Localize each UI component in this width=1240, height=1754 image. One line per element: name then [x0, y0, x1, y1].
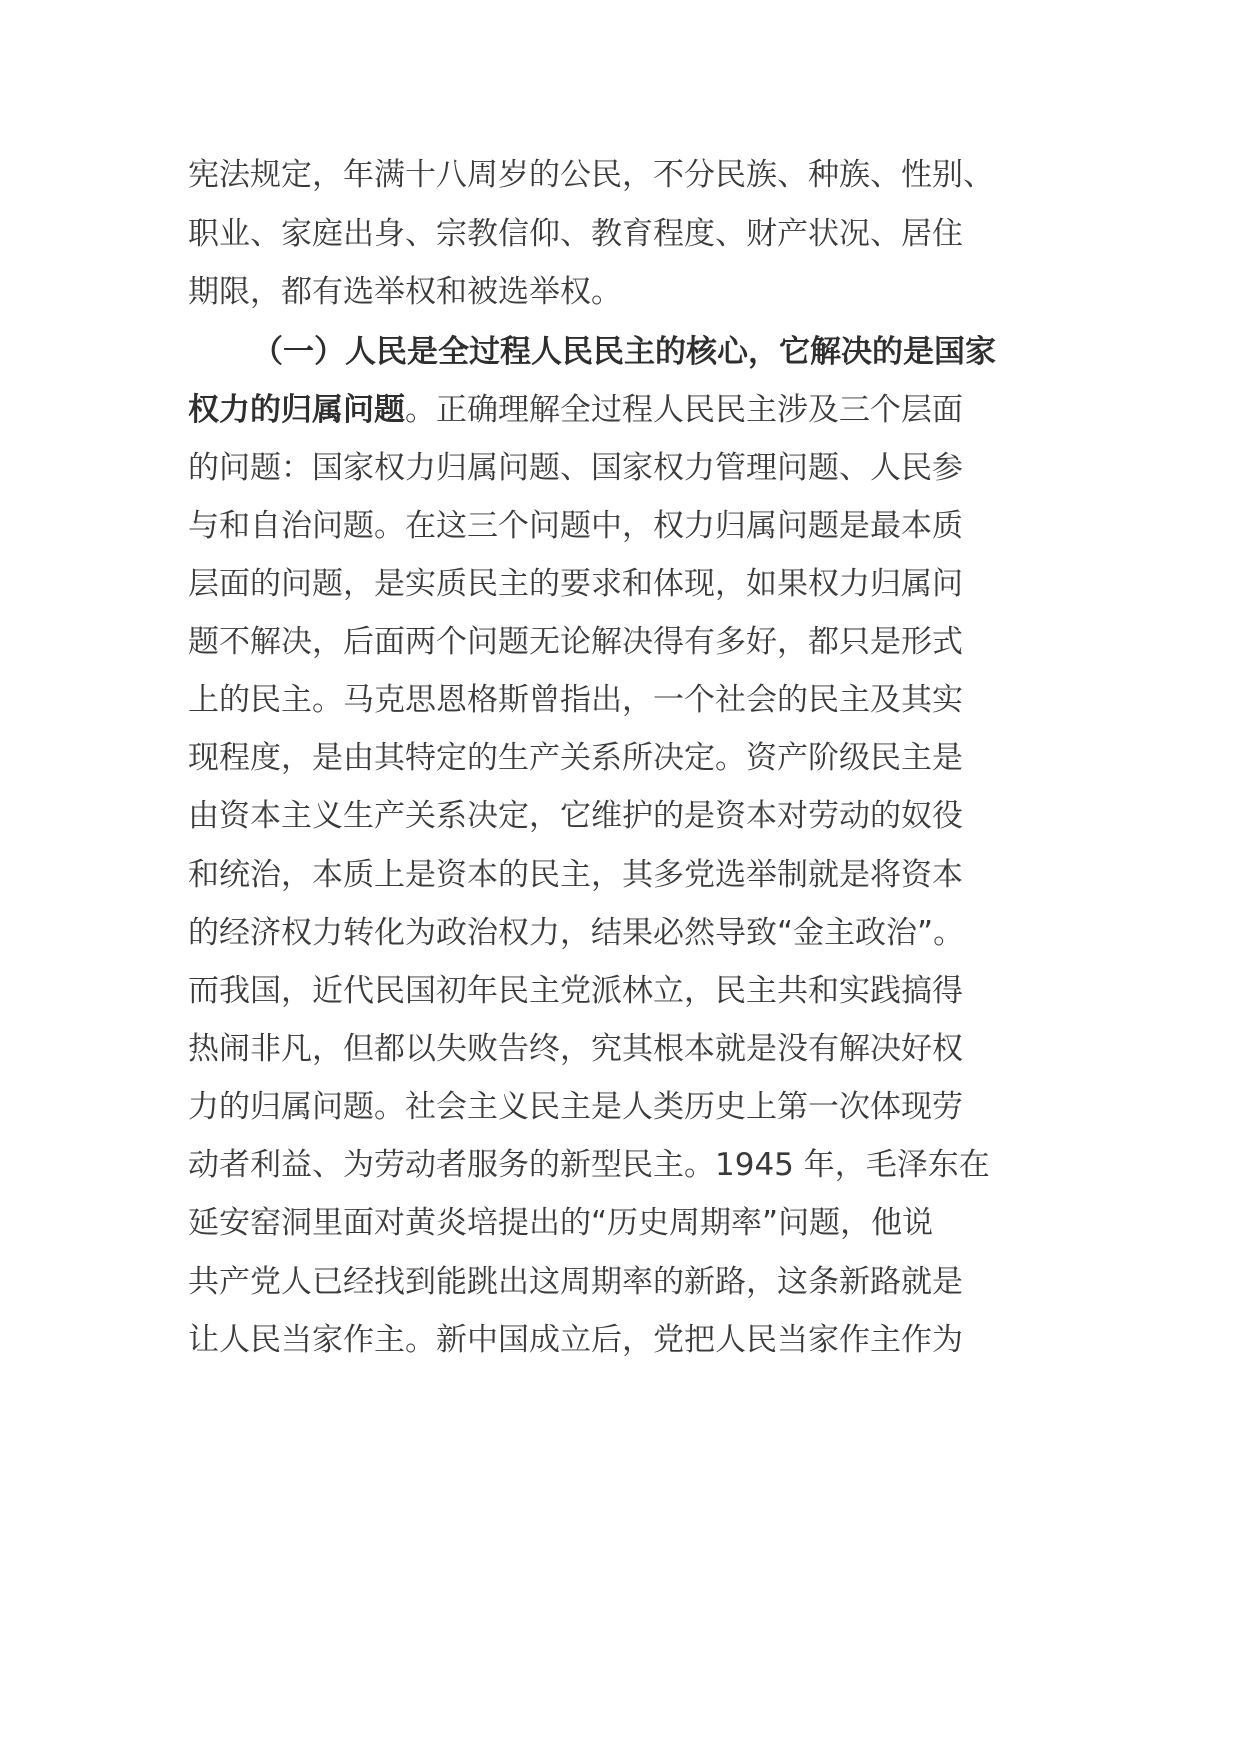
body-line-19: 共产党人已经找到能跳出这周期率的新路，这条新路就是 [188, 1264, 963, 1300]
body-line-13: 的经济权力转化为政治权力，结果必然导致“金主政治”。 [188, 915, 965, 951]
body-line-15: 热闹非凡，但都以失败告终，究其根本就是没有解决好权 [188, 1031, 963, 1067]
body-line-2: 职业、家庭出身、宗教信仰、教育程度、财产状况、居住 [188, 216, 963, 252]
body-line-6: 与和自治问题。在这三个问题中，权力归属问题是最本质 [188, 508, 963, 544]
body-line-20: 让人民当家作主。新中国成立后，党把人民当家作主作为 [188, 1322, 963, 1358]
body-line-11: 由资本主义生产关系决定，它维护的是资本对劳动的奴役 [188, 798, 963, 834]
section-heading-line-1: （一）人民是全过程人民民主的核心，它解决的是国家 [252, 334, 996, 370]
body-line-7: 层面的问题，是实质民主的要求和体现，如果权力归属问 [188, 566, 963, 602]
body-line-10: 现程度，是由其特定的生产关系所决定。资产阶级民主是 [188, 740, 963, 776]
body-line-5: 的问题：国家权力归属问题、国家权力管理问题、人民参 [188, 450, 963, 486]
body-line-1: 宪法规定，年满十八周岁的公民，不分民族、种族、性别、 [188, 157, 994, 193]
section-heading-line-2 [188, 377, 1058, 443]
body-line-9: 上的民主。马克思恩格斯曾指出，一个社会的民主及其实 [188, 682, 963, 718]
section-heading-tail: 权力的归属问题 [188, 392, 405, 428]
body-line-4-rest: 。正确理解全过程人民民主涉及三个层面 [405, 392, 963, 428]
body-line-8: 题不解决，后面两个问题无论解决得有多好，都只是形式 [188, 624, 963, 660]
body-line-3: 期限，都有选举权和被选举权。 [188, 274, 622, 310]
body-line-14: 而我国，近代民国初年民主党派林立，民主共和实践搞得 [188, 973, 963, 1009]
body-line-17: 动者利益、为劳动者服务的新型民主。1945 年，毛泽东在 [188, 1147, 990, 1183]
body-line-12: 和统治，本质上是资本的民主，其多党选举制就是将资本 [188, 857, 963, 893]
body-line-16: 力的归属问题。社会主义民主是人类历史上第一次体现劳 [188, 1089, 963, 1125]
body-line-18: 延安窑洞里面对黄炎培提出的“历史周期率”问题，他说 [188, 1205, 934, 1241]
